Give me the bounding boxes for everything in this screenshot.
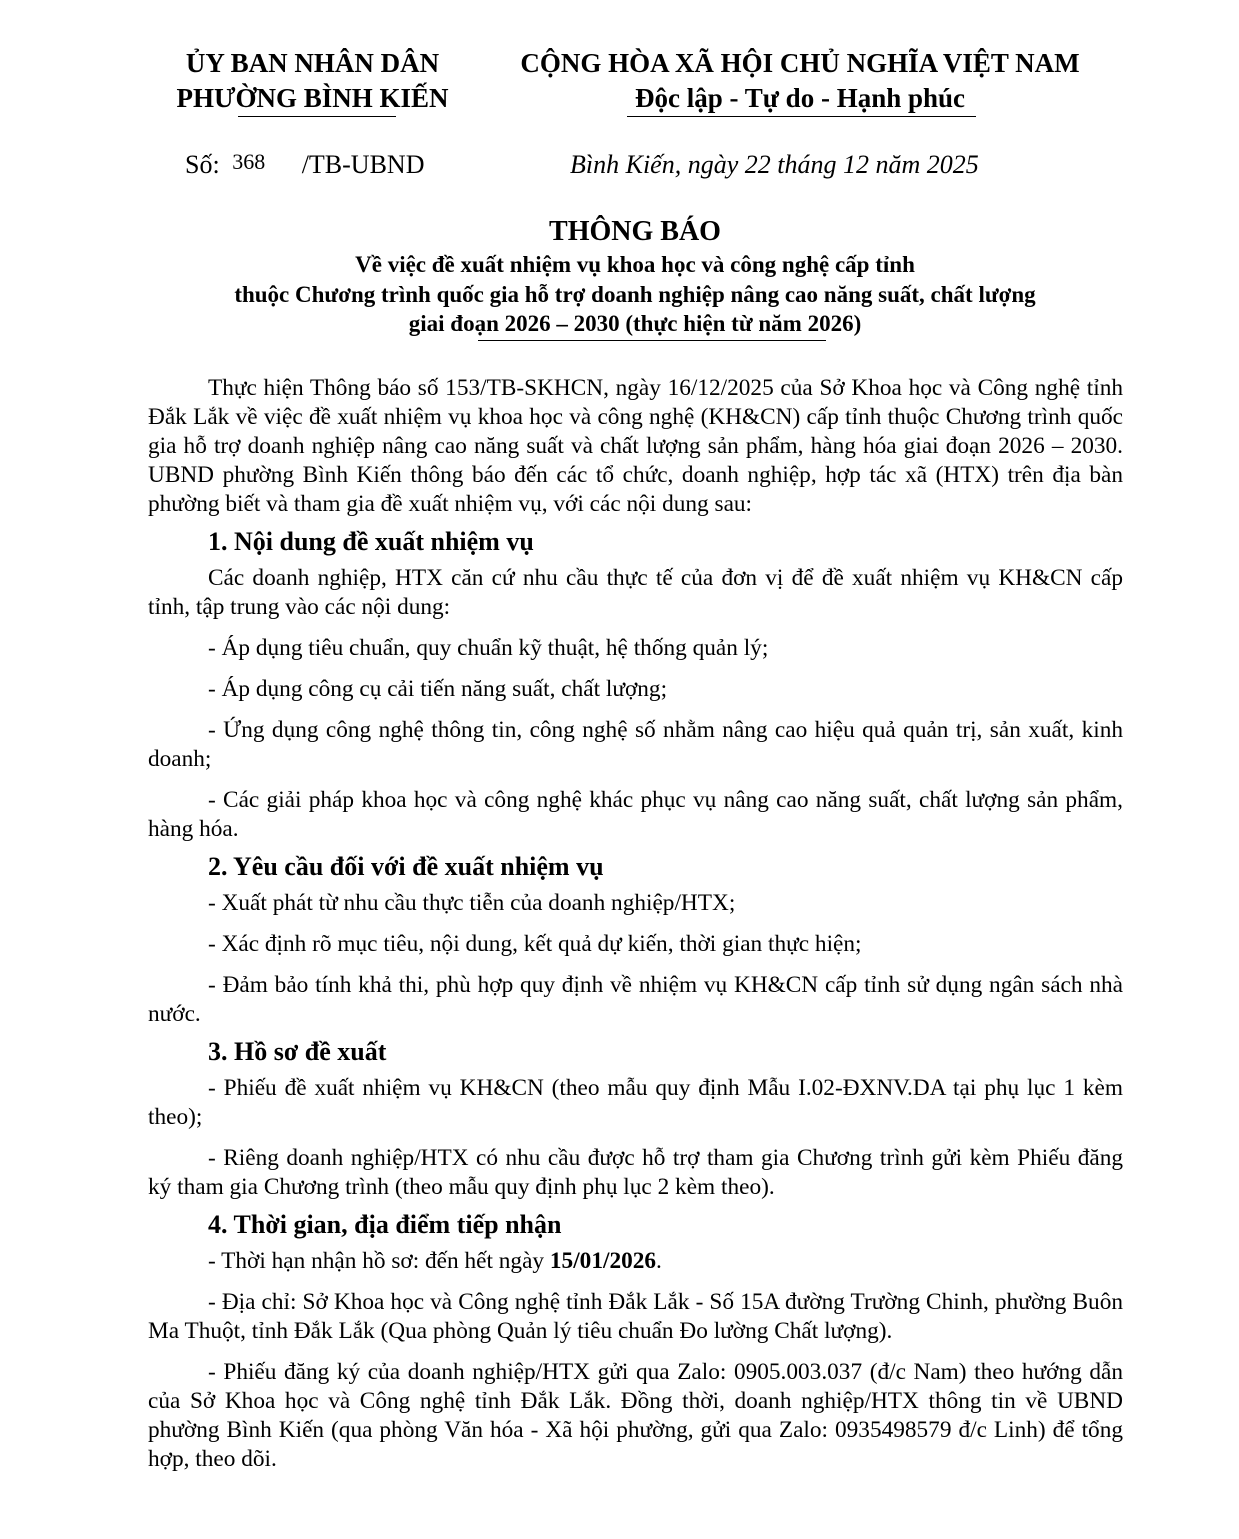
subtitle-line-1: Về việc đề xuất nhiệm vụ khoa học và công nghệ cấp tỉnh [355,252,915,277]
deadline-suffix: . [656,1248,662,1274]
subtitle-line-2: thuộc Chương trình quốc gia hỗ trợ doanh nghiệp nâng cao năng suất, chất lượng [234,281,1036,307]
section-3-heading: 3. Hồ sơ đề xuất [208,1037,387,1066]
doc-number-suffix: /TB-UBND [301,150,425,179]
section-1-item: - Áp dụng tiêu chuẩn, quy chuẩn kỹ thuật, hệ thống quản lý; [208,635,769,661]
section-3-item: - Riêng doanh nghiệp/HTX có nhu cầu được hỗ trợ tham gia Chương trình gửi kèm Phiếu đăng ký tham gia Chương trình (theo mẫu quy định phụ lục 2 kèm theo). [148,1145,1123,1200]
deadline-line [148,1247,1123,1276]
section-1-paragraph: Các doanh nghiệp, HTX căn cứ nhu cầu thực tế của đơn vị để đề xuất nhiệm vụ KH&CN cấp tỉnh, tập trung vào các nội dung: [148,565,1123,620]
registration-paragraph: - Phiếu đăng ký của doanh nghiệp/HTX gửi qua Zalo: 0905.003.037 (đ/c Nam) theo hướng dẫn của Sở Khoa học và Công nghệ tỉnh Đắk Lắk. Đồng thời, doanh nghiệp/HTX thông tin về UBND phường Bình Kiến (qua phòng Văn hóa - Xã hội phường, gửi qua Zalo: 0935498579 đ/c Linh) để tổng hợp, theo dõi. [148,1359,1123,1472]
deadline-prefix: - Thời hạn nhận hồ sơ: đến hết ngày [208,1248,545,1274]
deadline-date: 15/01/2026 [549,1248,657,1274]
national-motto [480,46,1120,116]
motto-line-1: CỘNG HÒA XÃ HỘI CHỦ NGHĨA VIỆT NAM [520,48,1080,78]
agency-underline [238,116,396,117]
doc-number-value: 368 [232,149,266,174]
section-1-item: - Các giải pháp khoa học và công nghệ khác phục vụ nâng cao năng suất, chất lượng sản phẩm, hàng hóa. [148,787,1123,842]
motto-underline [627,116,976,117]
section-3-item: - Phiếu đề xuất nhiệm vụ KH&CN (theo mẫu quy định Mẫu I.02-ĐXNV.DA tại phụ lục 1 kèm theo); [148,1075,1123,1130]
doc-number-prefix: Số: [185,150,220,179]
subtitle-line-3: giai đoạn 2026 – 2030 (thực hiện từ năm 2026) [408,311,862,336]
document-title: THÔNG BÁO [549,216,721,247]
intro-paragraph: Thực hiện Thông báo số 153/TB-SKHCN, ngày 16/12/2025 của Sở Khoa học và Công nghệ tỉnh Đắk Lắk về việc đề xuất nhiệm vụ khoa học và công nghệ (KH&CN) cấp tỉnh thuộc Chương trình quốc gia hỗ trợ doanh nghiệp nâng cao năng suất và chất lượng sản phẩm, hàng hóa giai đoạn 2026 – 2030. UBND phường Bình Kiến thông báo đến các tổ chức, doanh nghiệp, hợp tác xã (HTX) trên địa bàn phường biết và tham gia đề xuất nhiệm vụ, với các nội dung sau: [148,375,1123,517]
issuing-agency [150,46,475,116]
section-1-heading: 1. Nội dung đề xuất nhiệm vụ [208,527,534,556]
subtitle-underline [478,340,826,341]
section-4-heading: 4. Thời gian, địa điểm tiếp nhận [208,1210,562,1239]
section-2-item: - Đảm bảo tính khả thi, phù hợp quy định về nhiệm vụ KH&CN cấp tỉnh sử dụng ngân sách nhà nước. [148,972,1123,1027]
document-subtitle [150,250,1120,339]
address-paragraph: - Địa chỉ: Sở Khoa học và Công nghệ tỉnh Đắk Lắk - Số 15A đường Trường Chinh, phường Buôn Ma Thuột, tỉnh Đắk Lắk (Qua phòng Quản lý tiêu chuẩn Đo lường Chất lượng). [148,1289,1123,1344]
agency-line-1: ỦY BAN NHÂN DÂN [185,48,440,78]
section-2-item: - Xuất phát từ nhu cầu thực tiễn của doanh nghiệp/HTX; [208,890,736,916]
document-number [185,148,424,183]
section-1-item: - Ứng dụng công nghệ thông tin, công nghệ số nhằm nâng cao hiệu quả quản trị, sản xuất, kinh doanh; [148,717,1123,772]
document-body [148,374,1123,1474]
motto-line-2: Độc lập - Tự do - Hạnh phúc [634,83,966,113]
agency-line-2: PHƯỜNG BÌNH KIẾN [176,83,449,113]
section-1-item: - Áp dụng công cụ cải tiến năng suất, chất lượng; [208,676,668,702]
section-2-item: - Xác định rõ mục tiêu, nội dung, kết quả dự kiến, thời gian thực hiện; [208,931,862,957]
section-2-heading: 2. Yêu cầu đối với đề xuất nhiệm vụ [208,852,604,881]
document-date: Bình Kiến, ngày 22 tháng 12 năm 2025 [570,150,979,179]
